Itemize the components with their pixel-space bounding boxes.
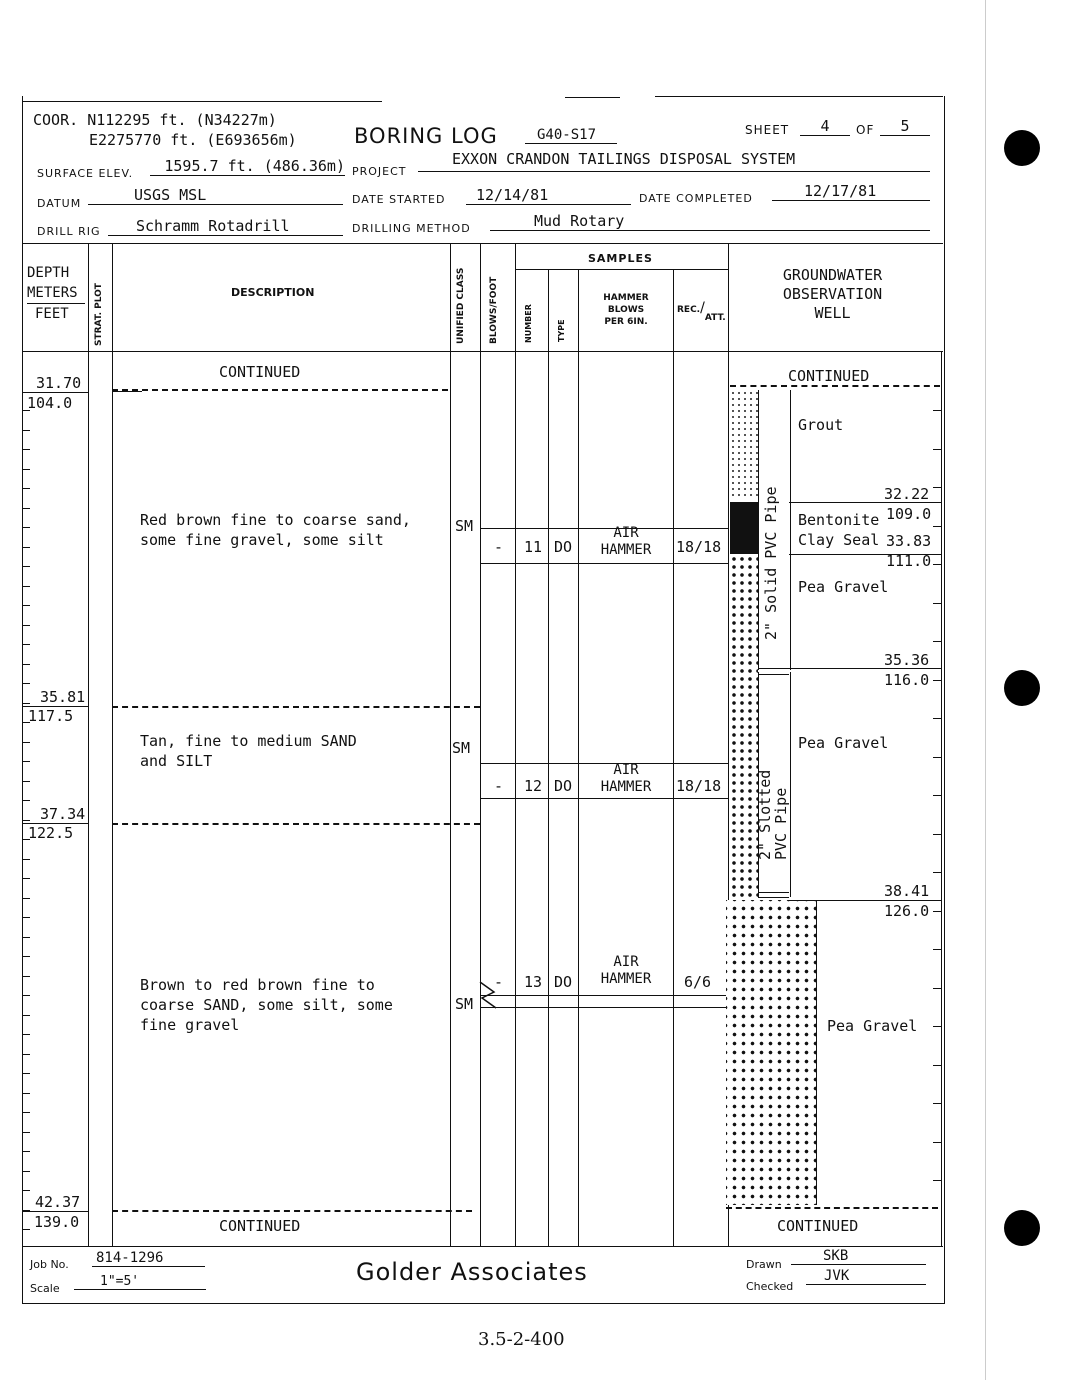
surface-elev-label: SURFACE ELEV.	[37, 167, 134, 180]
description-line: Tan, fine to medium SAND	[140, 732, 357, 750]
pipe-end-cap	[758, 892, 789, 893]
depth-tick	[22, 878, 30, 879]
well-tick	[933, 1142, 941, 1143]
page-number: 3.5-2-400	[478, 1329, 565, 1350]
depth-tick	[22, 917, 30, 918]
meters-label: METERS	[27, 283, 85, 304]
sample-type: DO	[554, 538, 573, 556]
depth-tick	[22, 664, 30, 665]
rec-att-header: REC./ATT.	[677, 300, 726, 323]
hammer-blows-header	[580, 292, 672, 328]
depth-tick	[22, 683, 30, 684]
col-line-class	[480, 243, 481, 1246]
well-tick	[933, 872, 941, 873]
sample-hammer	[580, 954, 672, 988]
scale-label: Scale	[30, 1282, 60, 1295]
pipe-coupling	[758, 674, 789, 675]
hammer-line-3: PER 6IN.	[604, 317, 648, 327]
solid-pipe-label: 2" Solid PVC Pipe	[762, 486, 780, 640]
well-depth-feet: 109.0	[886, 505, 932, 523]
well-tick	[933, 1026, 941, 1027]
layer-boundary	[112, 706, 480, 708]
depth-tick	[22, 469, 30, 470]
depth-tick	[22, 488, 30, 489]
hammer-line-2: BLOWS	[607, 305, 645, 315]
well-tick	[933, 680, 941, 681]
form-top-border	[565, 97, 620, 98]
unified-class: SM	[455, 995, 474, 1013]
well-tick	[933, 410, 941, 411]
well-line-1: GROUNDWATER	[782, 266, 883, 284]
well-depth-feet: 116.0	[884, 671, 930, 689]
depth-tick	[22, 527, 30, 528]
coor-label: COOR.	[33, 111, 79, 129]
well-depth-feet: 126.0	[884, 902, 930, 920]
depth-feet: 117.5	[28, 707, 74, 725]
hammer-text: HAMMER	[600, 542, 652, 558]
depth-feet: 104.0	[27, 394, 73, 412]
sample-rec: 6/6	[684, 973, 712, 991]
well-tick	[933, 911, 941, 912]
well-depth-meters: 33.83	[886, 532, 932, 550]
well-tick	[933, 795, 941, 796]
depth-tick	[22, 1190, 30, 1191]
depth-tick	[22, 644, 30, 645]
form-top-border	[655, 96, 943, 97]
datum: USGS MSL	[88, 186, 343, 205]
samples-header-line	[515, 269, 728, 270]
continued-bottom: CONTINUED	[219, 1217, 301, 1235]
job-no: 814-1296	[92, 1250, 205, 1267]
depth-boundary	[22, 392, 88, 393]
depth-tick	[22, 566, 30, 567]
feet-label: FEET	[35, 306, 69, 322]
sample-number: 11	[524, 538, 543, 556]
date-started-label: DATE STARTED	[352, 193, 446, 206]
layer-boundary	[112, 391, 142, 392]
well-material-grout: Grout	[798, 416, 844, 434]
well-line-3: WELL	[814, 304, 851, 322]
depth-tick	[22, 508, 30, 509]
depth-tick	[22, 1151, 30, 1152]
project-name: EXXON CRANDON TAILINGS DISPOSAL SYSTEM	[418, 150, 930, 172]
depth-meters: 37.34	[40, 805, 86, 823]
depth-tick	[22, 1054, 30, 1055]
depth-meters: 31.70	[36, 374, 82, 392]
layer-description	[140, 510, 411, 550]
depth-tick	[22, 1073, 30, 1074]
page-title: BORING LOG	[354, 124, 498, 148]
column-header-top	[22, 243, 943, 244]
well-tick	[933, 449, 941, 450]
depth-tick	[22, 820, 30, 821]
drill-rig-label: DRILL RIG	[37, 225, 101, 238]
slotted-pipe-line-1: 2" Slotted	[756, 769, 774, 860]
pea-gravel-fill	[730, 555, 758, 900]
depth-tick	[22, 1015, 30, 1016]
drill-rig: Schramm Rotadrill	[108, 217, 343, 236]
depth-header	[27, 263, 85, 324]
depth-tick	[22, 937, 30, 938]
depth-tick	[22, 956, 30, 957]
layer-boundary	[112, 389, 448, 391]
description-line: Red brown fine to coarse sand,	[140, 511, 411, 529]
depth-tick	[22, 976, 30, 977]
description-line: some fine gravel, some silt	[140, 531, 384, 549]
att-label: ATT.	[704, 313, 726, 323]
scale: 1"=5'	[74, 1274, 206, 1290]
drilling-method-label: DRILLING METHOD	[352, 222, 471, 235]
well-depth-meters: 35.36	[884, 651, 930, 669]
well-bottom-line	[726, 1207, 938, 1209]
description-line: and SILT	[140, 752, 213, 770]
hammer-text: AIR	[613, 954, 639, 970]
well-line-2: OBSERVATION	[782, 285, 883, 303]
depth-tick	[22, 761, 30, 762]
well-tick	[933, 1103, 941, 1104]
well-tick	[933, 718, 941, 719]
sheet-total: 5	[880, 117, 930, 136]
sheet-label: SHEET	[745, 123, 790, 137]
well-right-border	[941, 351, 942, 1246]
sample-number: 13	[524, 973, 543, 991]
sample-number: 12	[524, 777, 543, 795]
well-tick	[933, 834, 941, 835]
col-line-number	[548, 269, 549, 1246]
slotted-pipe-label	[757, 770, 789, 860]
sample-type: DO	[554, 777, 573, 795]
sample-row-bottom	[480, 1007, 728, 1008]
well-depth-meters: 32.22	[884, 485, 930, 503]
well-tick	[933, 526, 941, 527]
depth-tick	[22, 1034, 30, 1035]
date-completed-label: DATE COMPLETED	[639, 192, 753, 205]
well-tick	[933, 757, 941, 758]
depth-tick	[22, 586, 30, 587]
sample-type: DO	[554, 973, 573, 991]
binder-hole	[1004, 130, 1040, 166]
column-header-bottom	[22, 351, 943, 352]
grout-fill	[730, 390, 758, 500]
depth-tick	[22, 625, 30, 626]
bentonite-label: Bentonite	[798, 511, 880, 529]
sample-row-bottom	[480, 798, 728, 799]
binder-hole	[1004, 670, 1040, 706]
pipe-coupling	[758, 668, 789, 669]
well-continued-top: CONTINUED	[788, 367, 870, 385]
well-tick	[933, 564, 941, 565]
depth-tick	[22, 859, 30, 860]
hammer-line-1: HAMMER	[603, 293, 649, 303]
well-tick	[933, 988, 941, 989]
description-line: Brown to red brown fine to	[140, 976, 375, 994]
depth-tick	[22, 449, 30, 450]
depth-tick	[22, 781, 30, 782]
well-boundary	[789, 900, 941, 901]
sample-rec: 18/18	[676, 538, 722, 556]
well-material-pea-gravel: Pea Gravel	[827, 1017, 918, 1035]
unified-class: SM	[455, 517, 474, 535]
binder-hole	[1004, 1210, 1040, 1246]
hammer-text: HAMMER	[600, 779, 652, 795]
annulus-edge	[816, 900, 817, 1205]
well-tick	[933, 1065, 941, 1066]
type-header: TYPE	[557, 319, 566, 342]
project-label: PROJECT	[352, 165, 407, 178]
depth-label: DEPTH	[27, 265, 70, 281]
form-top-border	[22, 101, 382, 102]
depth-boundary	[22, 823, 88, 824]
samples-header: SAMPLES	[588, 252, 653, 265]
drilling-method: Mud Rotary	[490, 212, 930, 231]
hammer-text: AIR	[613, 762, 639, 778]
blows-foot-header: BLOWS/FOOT	[489, 276, 499, 344]
sample-rec: 18/18	[676, 777, 722, 795]
pipe-end-cap	[758, 897, 789, 898]
col-line-hammer	[673, 269, 674, 1246]
of-label: OF	[856, 123, 875, 137]
coor-north: N112295 ft. (N34227m)	[87, 111, 277, 129]
slotted-pipe-line-2: PVC Pipe	[772, 787, 790, 860]
sample-blows: -	[494, 777, 504, 795]
well-tick	[933, 603, 941, 604]
col-line-type	[578, 269, 579, 1246]
depth-tick	[22, 1132, 30, 1133]
depth-tick	[22, 703, 30, 704]
depth-meters: 42.37	[35, 1193, 81, 1211]
boring-id: G40-S17	[525, 127, 617, 144]
well-header	[760, 266, 905, 323]
sample-row-bottom	[480, 563, 728, 564]
well-tick	[933, 1180, 941, 1181]
well-material-bentonite	[798, 510, 879, 550]
depth-tick	[22, 995, 30, 996]
depth-tick	[22, 800, 30, 801]
layer-boundary	[112, 1210, 472, 1212]
well-tick	[933, 641, 941, 642]
well-continued-bottom: CONTINUED	[777, 1217, 859, 1235]
depth-tick	[22, 547, 30, 548]
description-header: DESCRIPTION	[231, 286, 315, 299]
sample-hammer	[580, 525, 672, 559]
surface-elev: 1595.7 ft. (486.36m)	[150, 157, 345, 176]
col-line-depth	[88, 243, 89, 1246]
depth-feet: 122.5	[28, 824, 74, 842]
hammer-text: AIR	[613, 525, 639, 541]
depth-tick	[22, 742, 30, 743]
sheet-number: 4	[800, 117, 850, 136]
layer-description	[140, 731, 357, 771]
page-margin-line	[985, 0, 986, 1380]
well-tick	[933, 487, 941, 488]
well-material-pea-gravel: Pea Gravel	[798, 734, 889, 752]
depth-boundary	[22, 1211, 88, 1212]
col-line-desc	[450, 243, 451, 1246]
job-no-label: Job No.	[30, 1258, 69, 1271]
well-depth-feet: 111.0	[886, 552, 932, 570]
depth-meters: 35.81	[40, 688, 86, 706]
well-top-line	[730, 385, 940, 387]
footer-top-line	[22, 1246, 943, 1247]
sample-hammer	[580, 762, 672, 796]
depth-tick	[22, 1171, 30, 1172]
description-line: fine gravel	[140, 1016, 240, 1034]
depth-tick	[22, 1112, 30, 1113]
depth-tick	[22, 430, 30, 431]
date-completed: 12/17/81	[772, 182, 930, 201]
company-name: Golder Associates	[356, 1258, 588, 1286]
pea-gravel-fill	[726, 900, 816, 1205]
depth-tick	[22, 898, 30, 899]
hammer-text: HAMMER	[600, 971, 652, 987]
depth-tick	[22, 605, 30, 606]
well-material-pea-gravel: Pea Gravel	[798, 578, 889, 596]
coordinates	[33, 110, 297, 150]
sample-blows: -	[494, 538, 504, 556]
unified-class: SM	[452, 739, 471, 757]
col-line-blows	[515, 243, 516, 1246]
number-header: NUMBER	[524, 304, 533, 343]
datum-label: DATUM	[37, 197, 82, 210]
coor-east: E2275770 ft. (E693656m)	[89, 131, 297, 149]
col-line-strat	[112, 243, 113, 1246]
layer-description	[140, 975, 393, 1035]
well-depth-meters: 38.41	[884, 882, 930, 900]
description-line: coarse SAND, some silt, some	[140, 996, 393, 1014]
checked-by: JVK	[806, 1268, 926, 1285]
drawn-by: SKB	[791, 1248, 926, 1265]
layer-boundary	[112, 823, 480, 825]
depth-tick	[22, 1093, 30, 1094]
bentonite-fill	[730, 502, 758, 554]
drawn-label: Drawn	[746, 1258, 782, 1271]
continued-top: CONTINUED	[219, 363, 301, 381]
unified-class-header: UNIFIED CLASS	[456, 267, 466, 344]
depth-tick	[22, 1229, 30, 1230]
rec-label: REC.	[677, 305, 701, 315]
strat-plot-header: STRAT. PLOT	[94, 283, 104, 346]
depth-feet: 139.0	[34, 1213, 80, 1231]
sample-row-top	[480, 995, 728, 996]
date-started: 12/14/81	[466, 186, 631, 205]
sample-blows: -	[494, 973, 504, 991]
clay-seal-label: Clay Seal	[798, 531, 880, 549]
depth-boundary	[22, 706, 88, 707]
checked-label: Checked	[746, 1280, 794, 1293]
well-tick	[933, 949, 941, 950]
